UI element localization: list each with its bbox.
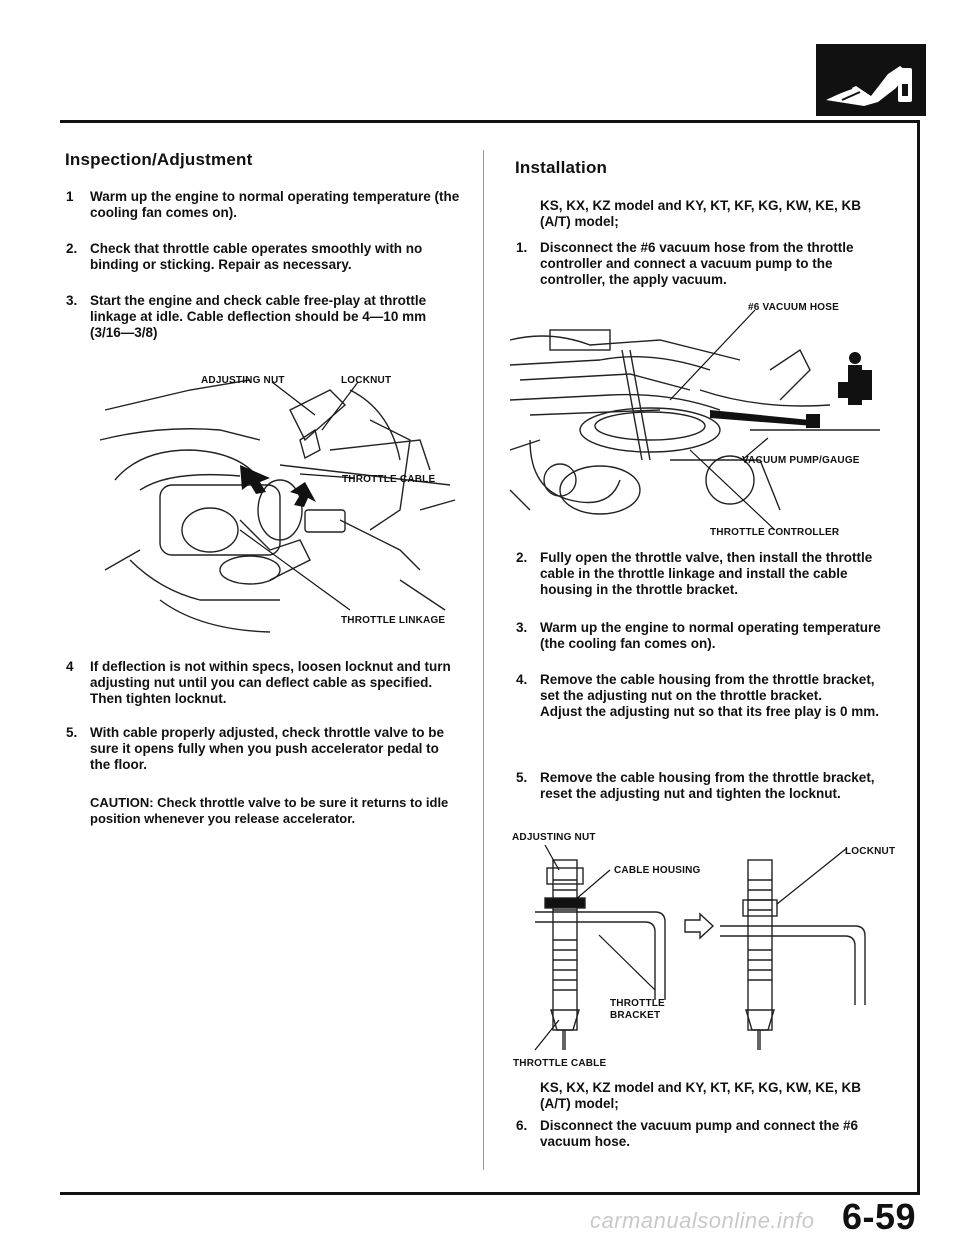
left-step-1: 1 Warm up the engine to normal operating temperature (the cooling fan comes on). bbox=[66, 189, 460, 220]
left-step-3: 3. Start the engine and check cable free-play at throttle linkage at idle. Cable deflection should be 4—10 mm (3/16—3/8) bbox=[66, 293, 427, 340]
top-rule bbox=[60, 120, 920, 123]
left-step-4: 4 If deflection is not within specs, loosen locknut and turn adjusting nut until you can deflect cable as specified. Then tighten locknut. bbox=[66, 659, 451, 706]
throttle-controller-label: THROTTLE CONTROLLER bbox=[710, 527, 840, 538]
vacuum-pump-figure bbox=[510, 310, 895, 520]
right-step-5: 5. Remove the cable housing from the throttle bracket, reset the adjusting nut and tighten the locknut. bbox=[516, 770, 875, 801]
vacuum-pump-label: VACUUM PUMP/GAUGE bbox=[742, 455, 860, 466]
inspection-heading: Inspection/Adjustment bbox=[65, 150, 253, 169]
watermark: carmanualsonline.info bbox=[590, 1208, 815, 1233]
model-note-1: KS, KX, KZ model and KY, KT, KF, KG, KW, KE, KB (A/T) model; bbox=[540, 198, 862, 229]
right-step-1: 1. Disconnect the #6 vacuum hose from the throttle controller and connect a vacuum pump to the controller, the apply vacuum. bbox=[516, 240, 854, 287]
locknut-label: LOCKNUT bbox=[845, 846, 896, 857]
cable-bracket-figure bbox=[515, 840, 895, 1055]
cable-housing-label: CABLE HOUSING bbox=[614, 865, 701, 876]
right-step-4: 4. Remove the cable housing from the throttle bracket, set the adjusting nut on the throttle bracket. Adjust the adjusting nut so that its free play is 0 mm. bbox=[516, 672, 880, 719]
right-step-2: 2. Fully open the throttle valve, then install the throttle cable in the throttle linkage and install the cable housing in the throttle bracket. bbox=[516, 550, 873, 597]
right-rule bbox=[917, 120, 920, 1195]
installation-heading: Installation bbox=[515, 158, 608, 177]
left-fig-locknut-label: LOCKNUT bbox=[341, 375, 392, 386]
left-step-2: 2. Check that throttle cable operates smoothly with no binding or sticking. Repair as necessary. bbox=[66, 241, 423, 272]
left-step-5: 5. With cable properly adjusted, check throttle valve to be sure it opens fully when you push accelerator pedal to the floor. bbox=[66, 725, 444, 772]
adjusting-nut-label: ADJUSTING NUT bbox=[512, 832, 596, 843]
throttle-bracket-label-2: BRACKET bbox=[610, 1010, 661, 1021]
left-fig-adjusting-nut-label: ADJUSTING NUT bbox=[201, 375, 285, 386]
bottom-rule bbox=[60, 1192, 920, 1195]
left-fig-throttle-linkage-label: THROTTLE LINKAGE bbox=[341, 615, 446, 626]
left-fig-throttle-cable-label: THROTTLE CABLE bbox=[342, 474, 436, 485]
throttle-system-icon bbox=[816, 44, 926, 116]
vacuum-hose-label: #6 VACUUM HOSE bbox=[748, 302, 839, 313]
caution-note: CAUTION: Check throttle valve to be sure it returns to idle position whenever you release accelerator. bbox=[90, 795, 449, 826]
column-divider bbox=[483, 150, 484, 1170]
throttle-bracket-label-1: THROTTLE bbox=[610, 998, 665, 1009]
throttle-linkage-figure bbox=[100, 370, 460, 640]
page-number: 6-59 bbox=[842, 1196, 917, 1237]
model-note-2: KS, KX, KZ model and KY, KT, KF, KG, KW, KE, KB (A/T) model; bbox=[540, 1080, 862, 1111]
right-step-6: 6. Disconnect the vacuum pump and connect the #6 vacuum hose. bbox=[516, 1118, 859, 1149]
throttle-cable-label: THROTTLE CABLE bbox=[513, 1058, 607, 1069]
right-step-3: 3. Warm up the engine to normal operating temperature (the cooling fan comes on). bbox=[516, 620, 881, 651]
